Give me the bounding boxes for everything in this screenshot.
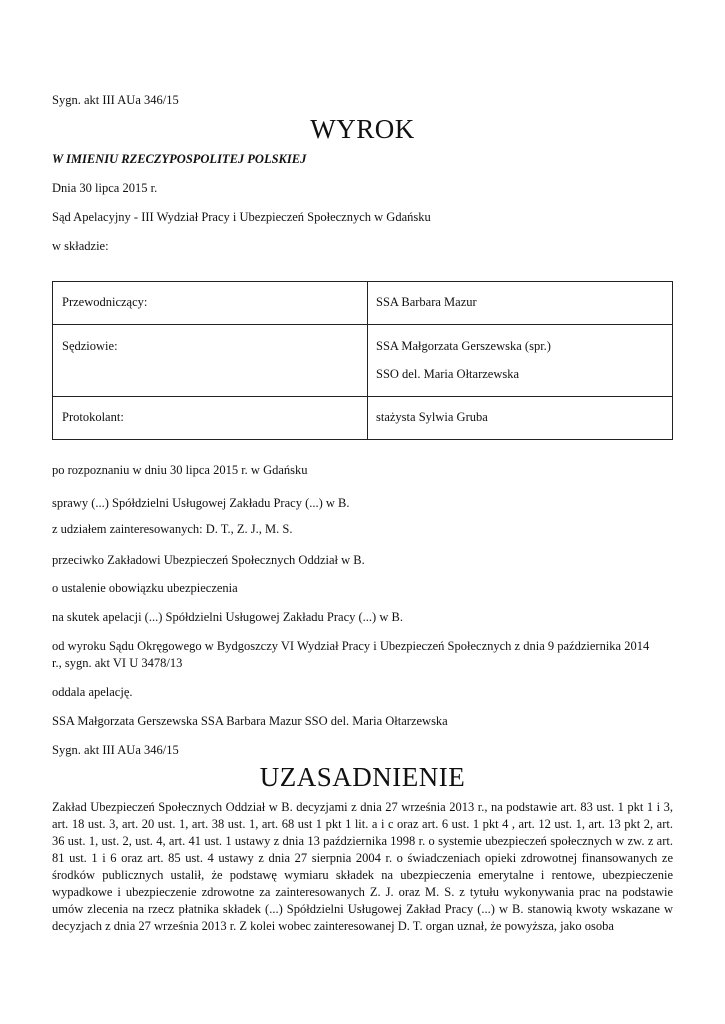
table-row bbox=[53, 325, 673, 397]
body-paragraph: przeciwko Zakładowi Ubezpieczeń Społecznych Oddział w B. bbox=[52, 553, 365, 567]
court-composition-table bbox=[52, 281, 673, 440]
composition-intro: w składzie: bbox=[52, 239, 109, 253]
body-paragraph: oddala apelację. bbox=[52, 685, 133, 699]
signatures: SSA Małgorzata Gerszewska SSA Barbara Mazur SSO del. Maria Ołtarzewska bbox=[52, 714, 448, 728]
body-paragraph: r., sygn. akt VI U 3478/13 bbox=[52, 656, 183, 670]
judgment-date: Dnia 30 lipca 2015 r. bbox=[52, 181, 158, 195]
body-paragraph: od wyroku Sądu Okręgowego w Bydgoszczy VI Wydział Pracy i Ubezpieczeń Społecznych z dnia 9 października 2014 bbox=[52, 639, 650, 653]
body-paragraph: po rozpoznaniu w dniu 30 lipca 2015 r. w Gdańsku bbox=[52, 463, 308, 477]
row-label: Przewodniczący: bbox=[53, 282, 368, 325]
body-paragraph: sprawy (...) Spółdzielni Usługowej Zakładu Pracy (...) w B. bbox=[52, 496, 350, 510]
case-number-bottom: Sygn. akt III AUa 346/15 bbox=[52, 743, 179, 757]
row-value: SSA Małgorzata Gerszewska (spr.) SSO del. Maria Ołtarzewska bbox=[368, 325, 673, 397]
justification-text: Zakład Ubezpieczeń Społecznych Oddział w B. decyzjami z dnia 27 września 2013 r., na podstawie art. 83 ust. 1 pkt 1 i 3, art. 18 ust. 3, art. 20 ust. 1, art. 38 ust. 1, art. 68 ust 1 pkt 1 lit. a i c oraz art. 6 ust. 1 pkt 4 , art. 12 ust. 1, art. 13 pkt 2, art. 36 ust. 1, ust. 2, ust. 4, art. 41 ust. 1 ustawy z dnia 13 października 1998 r. o systemie ubezpieczeń społecznych w zw. z art. 81 ust. 1 i 6 oraz art. 85 ust. 4 ustawy z dnia 27 sierpnia 2004 r. o świadczeniach opieki zdrowotnej finansowanych ze środków publicznych ustalił, że podstawę wymiaru składek na ubezpieczenia emerytalne i rentowe, ubezpieczenie wypadkowe i ubezpieczenie zdrowotne za zainteresowanych Z. J. oraz M. S. z tytułu wykonywania prac na podstawie umów zlecenia na rzecz płatnika składek (...) Spółdzielni Usługowej Zakład Pracy (...) w B. stanowią kwoty wskazane w decyzjach z dnia 27 września 2013 r. Z kolei wobec zainteresowanej D. T. organ uznał, że powyższa, jako osoba bbox=[52, 800, 673, 933]
judgment-title: WYROK bbox=[310, 114, 415, 144]
justification-title: UZASADNIENIE bbox=[259, 762, 466, 792]
row-value: stażysta Sylwia Gruba bbox=[368, 397, 673, 440]
body-paragraph: z udziałem zainteresowanych: D. T., Z. J., M. S. bbox=[52, 522, 293, 536]
body-paragraph: o ustalenie obowiązku ubezpieczenia bbox=[52, 581, 238, 595]
table-row bbox=[53, 397, 673, 440]
row-label: Protokolant: bbox=[53, 397, 368, 440]
table-row bbox=[53, 282, 673, 325]
case-number-top: Sygn. akt III AUa 346/15 bbox=[52, 93, 179, 107]
court-name: Sąd Apelacyjny - III Wydział Pracy i Ubezpieczeń Społecznych w Gdańsku bbox=[52, 210, 431, 224]
judgment-subtitle: W IMIENIU RZECZYPOSPOLITEJ POLSKIEJ bbox=[52, 152, 307, 166]
body-paragraph: na skutek apelacji (...) Spółdzielni Usługowej Zakładu Pracy (...) w B. bbox=[52, 610, 403, 624]
row-label: Sędziowie: bbox=[53, 325, 368, 397]
row-value: SSA Barbara Mazur bbox=[368, 282, 673, 325]
